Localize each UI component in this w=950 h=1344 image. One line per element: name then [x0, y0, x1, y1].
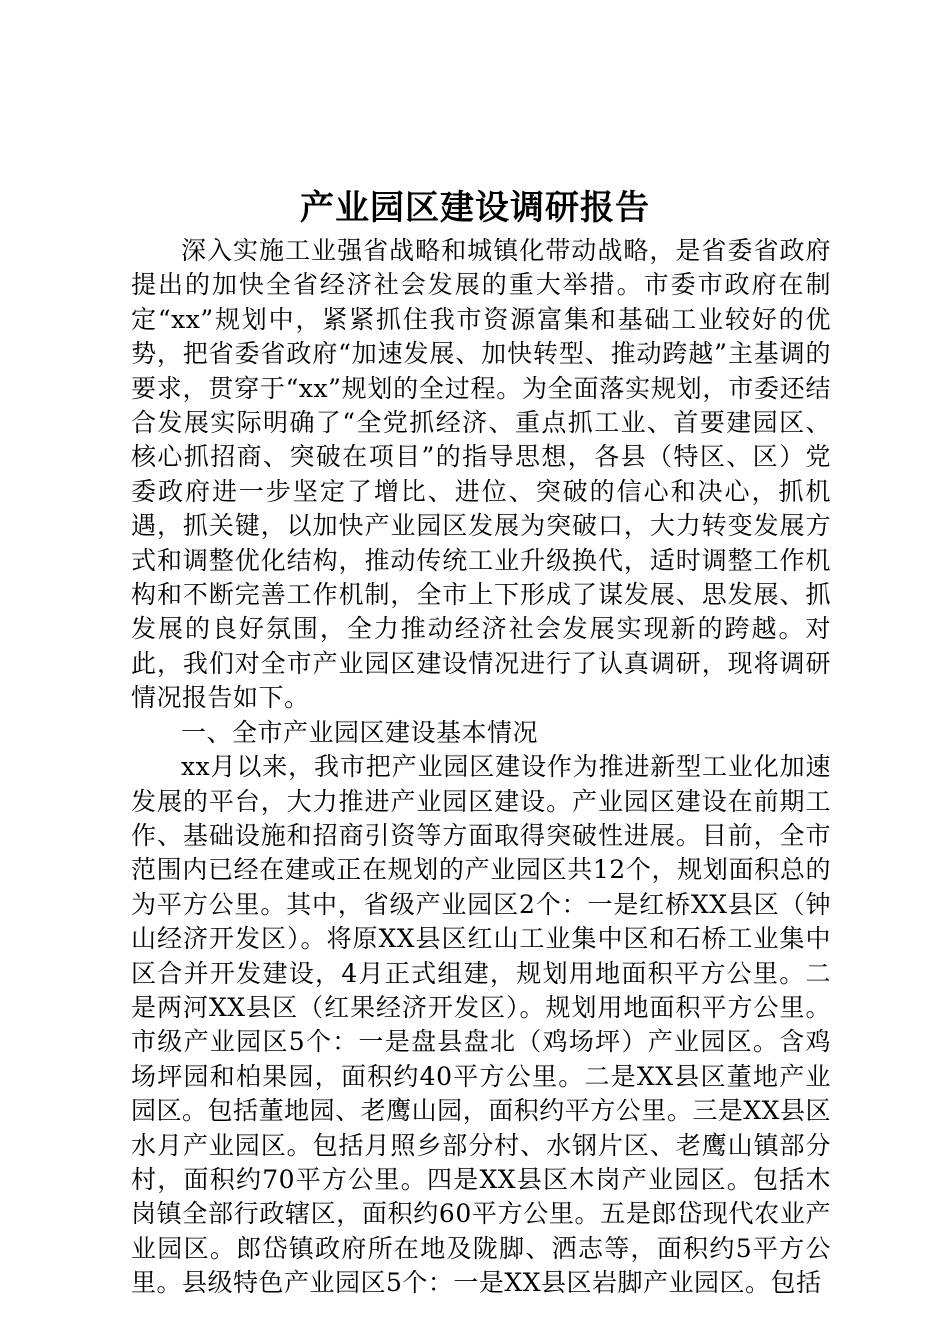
document-title: 产业园区建设调研报告: [300, 188, 650, 228]
document-body: [131, 234, 831, 1301]
section-heading: 一、全市产业园区建设基本情况: [181, 717, 539, 747]
paragraph-situation: xx月以来，我市把产业园区建设作为推进新型工业化加速发展的平台，大力推进产业园区建设。产业园区建设在前期工作、基础设施和招商引资等方面取得突破性进展。目前，全市范围内已经在建或正在规划的产业园区共12个，规划面积总的为平方公里。其中，省级产业园区2个：一是红桥XX县区（钟山经济开发区）。将原XX县区红山工业集中区和石桥工业集中区合并开发建设，4月正式组建，规划用地面积平方公里。二是两河XX县区（红果经济开发区）。规划用地面积平方公里。市级产业园区5个：一是盘县盘北（鸡场坪）产业园区。含鸡场坪园和柏果园，面积约40平方公里。二是XX县区董地产业园区。包括董地园、老鹰山园，面积约平方公里。三是XX县区水月产业园区。包括月照乡部分村、水钢片区、老鹰山镇部分村，面积约70平方公里。四是XX县区木岗产业园区。包括木岗镇全部行政辖区，面积约60平方公里。五是郎岱现代农业产业园区。郎岱镇政府所在地及陇脚、洒志等，面积约5平方公里。县级特色产业园区5个：一是XX县区岩脚产业园区。包括: [131, 752, 831, 1298]
paragraph-intro: 深入实施工业强省战略和城镇化带动战略，是省委省政府提出的加快全省经济社会发展的重大举措。市委市政府在制定“xx”规划中，紧紧抓住我市资源富集和基础工业较好的优势，把省委省政府“加速发展、加快转型、推动跨越”主基调的要求，贯穿于“xx”规划的全过程。为全面落实规划，市委还结合发展实际明确了“全党抓经济、重点抓工业、首要建园区、核心抓招商、突破在项目”的指导思想，各县（特区、区）党委政府进一步坚定了增比、进位、突破的信心和决心，抓机遇，抓关键，以加快产业园区发展为突破口，大力转变发展方式和调整优化结构，推动传统工业升级换代，适时调整工作机构和不断完善工作机制，全市上下形成了谋发展、思发展、抓发展的良好氛围，全力推动经济社会发展实现新的跨越。对此，我们对全市产业园区建设情况进行了认真调研，现将调研情况报告如下。: [131, 236, 831, 713]
